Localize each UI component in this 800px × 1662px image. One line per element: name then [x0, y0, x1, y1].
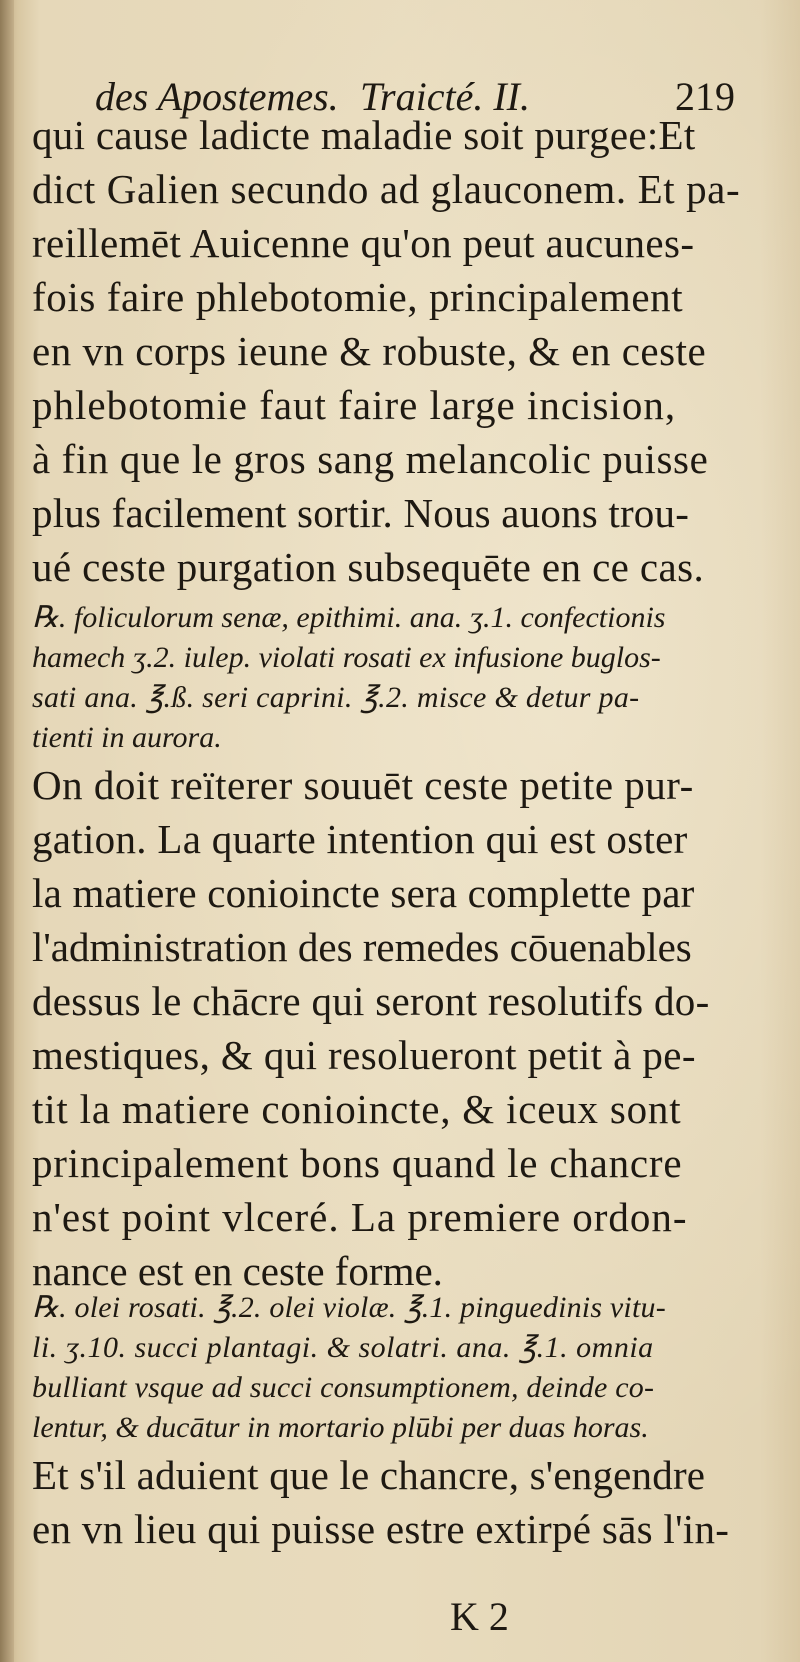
- recipe-line: ℞. foliculorum senæ, epithimi. ana. ʒ.1. confectionis: [32, 601, 666, 634]
- paragraph-1: [32, 108, 741, 594]
- recipe-line: lentur, & ducātur in mortario plūbi per duas horas.: [32, 1411, 649, 1444]
- text-line: l'administration des remedes cōuenables: [32, 924, 692, 970]
- text-line: plus facilement sortir. Nous auons trou-: [32, 490, 690, 536]
- text-line: dict Galien secundo ad glauconem. Et pa-: [32, 166, 741, 212]
- recipe-line: bulliant vsque ad succi consumptionem, deinde co-: [32, 1371, 655, 1404]
- text-line: dessus le chācre qui seront resolutifs do-: [32, 978, 710, 1024]
- text-line: mestiques, & qui resolueront petit à pe-: [32, 1032, 696, 1078]
- recipe-line: tienti in aurora.: [32, 721, 222, 754]
- recipe-line: sati ana. ℥.ß. seri caprini. ℥.2. misce & detur pa-: [32, 681, 640, 714]
- text-line: On doit reïterer souuēt ceste petite pur-: [32, 762, 694, 808]
- text-line: tit la matiere conioincte, & iceux sont: [32, 1086, 682, 1132]
- text-line: la matiere conioincte sera complette par: [32, 870, 695, 916]
- text-line: n'est point vlceré. La premiere ordon-: [32, 1194, 688, 1240]
- text-line: à fin que le gros sang melancolic puisse: [32, 436, 709, 482]
- text-line: en vn lieu qui puisse estre extirpé sās l'in-: [32, 1506, 730, 1552]
- text-line: fois faire phlebotomie, principalement: [32, 274, 684, 320]
- recipe-line: ℞. olei rosati. ℥.2. olei violæ. ℥.1. pinguedinis vitu-: [32, 1291, 666, 1324]
- text-line: nance est en ceste forme.: [32, 1248, 443, 1294]
- treatise-label: Traicté. II.: [360, 74, 530, 119]
- page-number: 219: [675, 74, 735, 119]
- text-line: Et s'il aduient que le chancre, s'engendre: [32, 1452, 706, 1498]
- text-line: phlebotomie faut faire large incision,: [32, 382, 677, 428]
- text-line: en vn corps ieune & robuste, & en ceste: [32, 328, 707, 374]
- running-title: des Apostemes.: [95, 74, 339, 119]
- recipe-1: [32, 598, 722, 758]
- text-line: principalement bons quand le chancre: [32, 1140, 683, 1186]
- paragraph-3: [32, 1448, 730, 1556]
- text-line: reillemēt Auicenne qu'on peut aucunes-: [32, 220, 695, 266]
- recipe-line: li. ʒ.10. succi plantagi. & solatri. ana. ℥.1. omnia: [32, 1331, 654, 1364]
- paragraph-2: [32, 758, 722, 1298]
- text-line: ué ceste purgation subsequēte en ce cas.: [32, 544, 705, 590]
- text-line: gation. La quarte intention qui est oster: [32, 816, 688, 862]
- page-binding-edge: [0, 0, 14, 1662]
- signature-mark: K 2: [450, 1594, 509, 1639]
- text-line: qui cause ladicte maladie soit purgee:Et: [32, 112, 696, 158]
- recipe-2: [32, 1288, 722, 1448]
- recipe-line: hamech ʒ.2. iulep. violati rosati ex infusione buglos-: [32, 641, 661, 674]
